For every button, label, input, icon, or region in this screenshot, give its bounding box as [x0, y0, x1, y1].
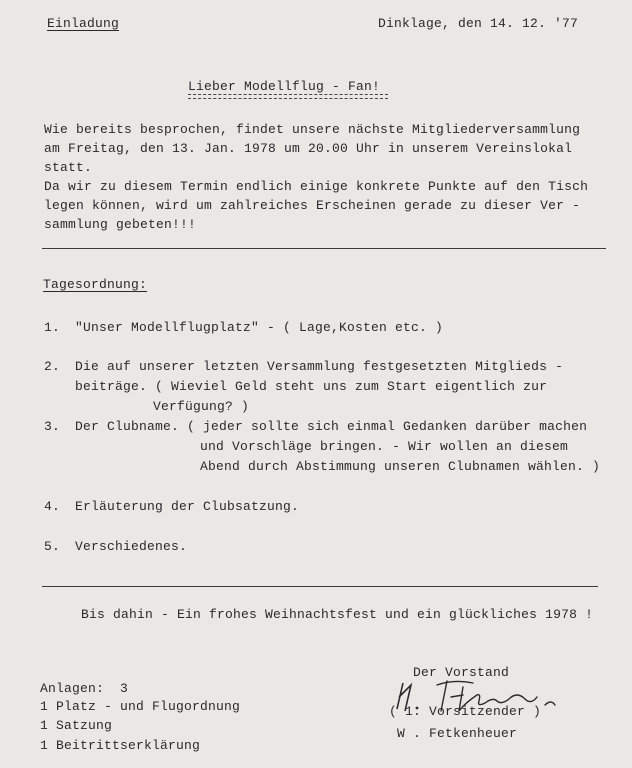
agenda-number: 3. — [44, 419, 61, 434]
attachment-item: 1 Satzung — [40, 718, 113, 733]
board-label: Der Vorstand — [413, 665, 510, 680]
intro-line: Da wir zu diesem Termin endlich einige konkrete Punkte auf den Tisch — [44, 179, 589, 194]
salutation-double-underline — [188, 94, 388, 99]
divider-bottom — [42, 586, 598, 587]
letter-label: Einladung — [47, 16, 120, 31]
attachments-title: Anlagen: 3 — [40, 681, 129, 696]
salutation: Lieber Modellflug - Fan! — [188, 79, 381, 94]
agenda-item-text: und Vorschläge bringen. - Wir wollen an diesem — [200, 439, 569, 454]
attachment-item: 1 Platz - und Flugordnung — [40, 699, 241, 714]
agenda-item-text: Abend durch Abstimmung unseren Clubnamen wählen. ) — [200, 459, 601, 474]
divider-top — [42, 248, 606, 249]
signer-name: W . Fetkenheuer — [397, 726, 518, 741]
agenda-item-text: Die auf unserer letzten Versammlung festgesetzten Mitglieds - — [75, 359, 564, 374]
agenda-item-text: Verfügung? ) — [153, 399, 250, 414]
intro-line: legen können, wird um zahlreiches Erscheinen gerade zu dieser Ver - — [44, 198, 581, 213]
agenda-item-text: Verschiedenes. — [75, 539, 188, 554]
agenda-number: 5. — [44, 539, 61, 554]
agenda-item-text: Der Clubname. ( jeder sollte sich einmal Gedanken darüber machen — [75, 419, 588, 434]
agenda-number: 1. — [44, 320, 61, 335]
intro-line: statt. — [44, 160, 93, 175]
attachment-item: 1 Beitrittserklärung — [40, 738, 201, 753]
place-date: Dinklage, den 14. 12. '77 — [378, 16, 579, 31]
agenda-item-text: Erläuterung der Clubsatzung. — [75, 499, 300, 514]
intro-line: Wie bereits besprochen, findet unsere nächste Mitgliederversammlung — [44, 122, 581, 137]
agenda-item-text: "Unser Modellflugplatz" - ( Lage,Kosten etc. ) — [75, 320, 444, 335]
agenda-number: 2. — [44, 359, 61, 374]
agenda-title: Tagesordnung: — [43, 277, 148, 292]
intro-line: am Freitag, den 13. Jan. 1978 um 20.00 Uhr in unserem Vereinslokal — [44, 141, 573, 156]
chairman-role: ( 1. Vorsitzender ) — [389, 704, 542, 719]
closing-greeting: Bis dahin - Ein frohes Weihnachtsfest und ein glückliches 1978 ! — [81, 607, 594, 622]
agenda-item-text: beiträge. ( Wieviel Geld steht uns zum Start eigentlich zur — [75, 379, 548, 394]
agenda-number: 4. — [44, 499, 61, 514]
intro-line: sammlung gebeten!!! — [44, 217, 197, 232]
